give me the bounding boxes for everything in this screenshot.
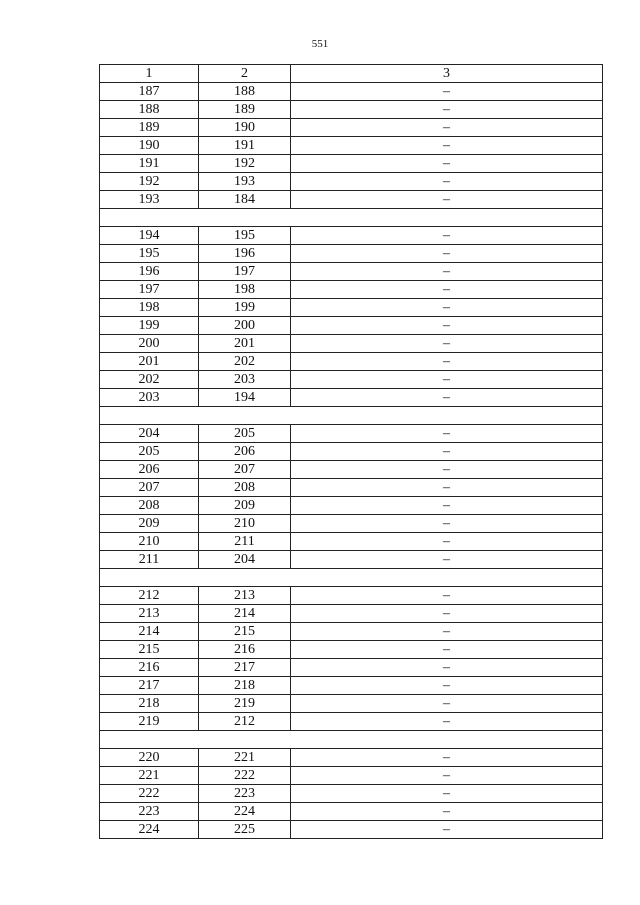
cell-col-2: 193	[199, 173, 291, 191]
table-row	[100, 371, 603, 389]
table-row	[100, 677, 603, 695]
table-row	[100, 605, 603, 623]
cell-col-2: 188	[199, 83, 291, 101]
cell-col-3: –	[291, 173, 603, 191]
cell-col-1: 222	[100, 785, 199, 803]
cell-col-3: –	[291, 443, 603, 461]
table-row	[100, 263, 603, 281]
cell-col-3: –	[291, 677, 603, 695]
cell-col-2: 225	[199, 821, 291, 839]
cell-col-2: 210	[199, 515, 291, 533]
table-row	[100, 659, 603, 677]
group-separator-cell	[100, 209, 603, 227]
table-header-row	[100, 65, 603, 83]
cell-col-2: 218	[199, 677, 291, 695]
cell-col-3: –	[291, 191, 603, 209]
group-separator-row	[100, 731, 603, 749]
cell-col-1: 199	[100, 317, 199, 335]
cell-col-3: –	[291, 533, 603, 551]
cell-col-2: 211	[199, 533, 291, 551]
cell-col-3: –	[291, 785, 603, 803]
cell-col-1: 202	[100, 371, 199, 389]
cell-col-1: 191	[100, 155, 199, 173]
cell-col-3: –	[291, 659, 603, 677]
cell-col-2: 209	[199, 497, 291, 515]
table-row	[100, 821, 603, 839]
cell-col-2: 208	[199, 479, 291, 497]
group-separator-cell	[100, 569, 603, 587]
cell-col-3: –	[291, 137, 603, 155]
cell-col-3: –	[291, 461, 603, 479]
cell-col-3: –	[291, 335, 603, 353]
cell-col-2: 190	[199, 119, 291, 137]
column-header-1: 1	[100, 65, 199, 83]
cell-col-1: 224	[100, 821, 199, 839]
column-header-3: 3	[291, 65, 603, 83]
table-row	[100, 587, 603, 605]
table-row	[100, 299, 603, 317]
cell-col-1: 214	[100, 623, 199, 641]
table-row	[100, 443, 603, 461]
table-row	[100, 335, 603, 353]
cell-col-2: 199	[199, 299, 291, 317]
cell-col-1: 212	[100, 587, 199, 605]
cell-col-2: 200	[199, 317, 291, 335]
cell-col-3: –	[291, 317, 603, 335]
table-row	[100, 803, 603, 821]
cell-col-1: 198	[100, 299, 199, 317]
cell-col-2: 202	[199, 353, 291, 371]
table-row	[100, 227, 603, 245]
cell-col-2: 212	[199, 713, 291, 731]
cell-col-2: 196	[199, 245, 291, 263]
cell-col-2: 215	[199, 623, 291, 641]
table-body	[100, 65, 603, 839]
cell-col-3: –	[291, 623, 603, 641]
page-number: 551	[311, 38, 329, 50]
table-row	[100, 713, 603, 731]
table-row	[100, 155, 603, 173]
cell-col-2: 216	[199, 641, 291, 659]
cell-col-2: 223	[199, 785, 291, 803]
cell-col-2: 184	[199, 191, 291, 209]
cell-col-2: 222	[199, 767, 291, 785]
cell-col-2: 217	[199, 659, 291, 677]
group-separator-row	[100, 407, 603, 425]
cell-col-3: –	[291, 371, 603, 389]
table-row	[100, 317, 603, 335]
cell-col-1: 218	[100, 695, 199, 713]
cell-col-2: 214	[199, 605, 291, 623]
cell-col-2: 204	[199, 551, 291, 569]
table-row	[100, 191, 603, 209]
cell-col-3: –	[291, 119, 603, 137]
cell-col-1: 210	[100, 533, 199, 551]
cell-col-1: 207	[100, 479, 199, 497]
cell-col-3: –	[291, 767, 603, 785]
cell-col-3: –	[291, 245, 603, 263]
group-separator-cell	[100, 407, 603, 425]
cell-col-3: –	[291, 749, 603, 767]
cell-col-1: 221	[100, 767, 199, 785]
table-row	[100, 83, 603, 101]
cell-col-2: 198	[199, 281, 291, 299]
cell-col-2: 192	[199, 155, 291, 173]
cell-col-2: 219	[199, 695, 291, 713]
cell-col-1: 223	[100, 803, 199, 821]
table-row	[100, 461, 603, 479]
cell-col-2: 224	[199, 803, 291, 821]
cell-col-3: –	[291, 155, 603, 173]
cell-col-1: 188	[100, 101, 199, 119]
table-row	[100, 695, 603, 713]
table-row	[100, 425, 603, 443]
table-row	[100, 641, 603, 659]
column-header-2: 2	[199, 65, 291, 83]
cell-col-2: 191	[199, 137, 291, 155]
cell-col-2: 207	[199, 461, 291, 479]
cell-col-1: 197	[100, 281, 199, 299]
cell-col-1: 195	[100, 245, 199, 263]
cell-col-3: –	[291, 695, 603, 713]
cell-col-3: –	[291, 479, 603, 497]
cell-col-3: –	[291, 515, 603, 533]
cell-col-1: 203	[100, 389, 199, 407]
cell-col-1: 211	[100, 551, 199, 569]
cell-col-1: 192	[100, 173, 199, 191]
table-row	[100, 137, 603, 155]
cell-col-3: –	[291, 713, 603, 731]
table-row	[100, 281, 603, 299]
cell-col-1: 200	[100, 335, 199, 353]
cell-col-2: 203	[199, 371, 291, 389]
cell-col-3: –	[291, 263, 603, 281]
cell-col-1: 209	[100, 515, 199, 533]
cell-col-2: 213	[199, 587, 291, 605]
cell-col-1: 219	[100, 713, 199, 731]
data-table	[99, 64, 603, 839]
cell-col-3: –	[291, 101, 603, 119]
table-row	[100, 551, 603, 569]
table-row	[100, 497, 603, 515]
cell-col-1: 196	[100, 263, 199, 281]
cell-col-3: –	[291, 299, 603, 317]
cell-col-3: –	[291, 605, 603, 623]
table-row	[100, 173, 603, 191]
cell-col-1: 204	[100, 425, 199, 443]
cell-col-1: 205	[100, 443, 199, 461]
group-separator-row	[100, 569, 603, 587]
table-row	[100, 245, 603, 263]
cell-col-3: –	[291, 497, 603, 515]
cell-col-2: 189	[199, 101, 291, 119]
cell-col-1: 194	[100, 227, 199, 245]
table-row	[100, 119, 603, 137]
table-row	[100, 101, 603, 119]
table-row	[100, 533, 603, 551]
cell-col-2: 194	[199, 389, 291, 407]
cell-col-1: 187	[100, 83, 199, 101]
table-row	[100, 767, 603, 785]
cell-col-3: –	[291, 227, 603, 245]
group-separator-row	[100, 209, 603, 227]
cell-col-3: –	[291, 425, 603, 443]
cell-col-1: 215	[100, 641, 199, 659]
cell-col-1: 189	[100, 119, 199, 137]
cell-col-2: 201	[199, 335, 291, 353]
table-row	[100, 389, 603, 407]
table-row	[100, 515, 603, 533]
cell-col-1: 216	[100, 659, 199, 677]
cell-col-1: 220	[100, 749, 199, 767]
cell-col-3: –	[291, 389, 603, 407]
cell-col-2: 221	[199, 749, 291, 767]
cell-col-3: –	[291, 281, 603, 299]
cell-col-2: 197	[199, 263, 291, 281]
cell-col-3: –	[291, 353, 603, 371]
cell-col-3: –	[291, 821, 603, 839]
cell-col-2: 205	[199, 425, 291, 443]
cell-col-2: 206	[199, 443, 291, 461]
cell-col-1: 190	[100, 137, 199, 155]
table-row	[100, 479, 603, 497]
group-separator-cell	[100, 731, 603, 749]
cell-col-1: 213	[100, 605, 199, 623]
cell-col-3: –	[291, 83, 603, 101]
cell-col-1: 208	[100, 497, 199, 515]
cell-col-1: 201	[100, 353, 199, 371]
table-row	[100, 623, 603, 641]
cell-col-1: 206	[100, 461, 199, 479]
table-row	[100, 749, 603, 767]
cell-col-3: –	[291, 587, 603, 605]
table-row	[100, 353, 603, 371]
cell-col-2: 195	[199, 227, 291, 245]
cell-col-3: –	[291, 641, 603, 659]
cell-col-1: 217	[100, 677, 199, 695]
cell-col-3: –	[291, 803, 603, 821]
cell-col-3: –	[291, 551, 603, 569]
table-row	[100, 785, 603, 803]
cell-col-1: 193	[100, 191, 199, 209]
